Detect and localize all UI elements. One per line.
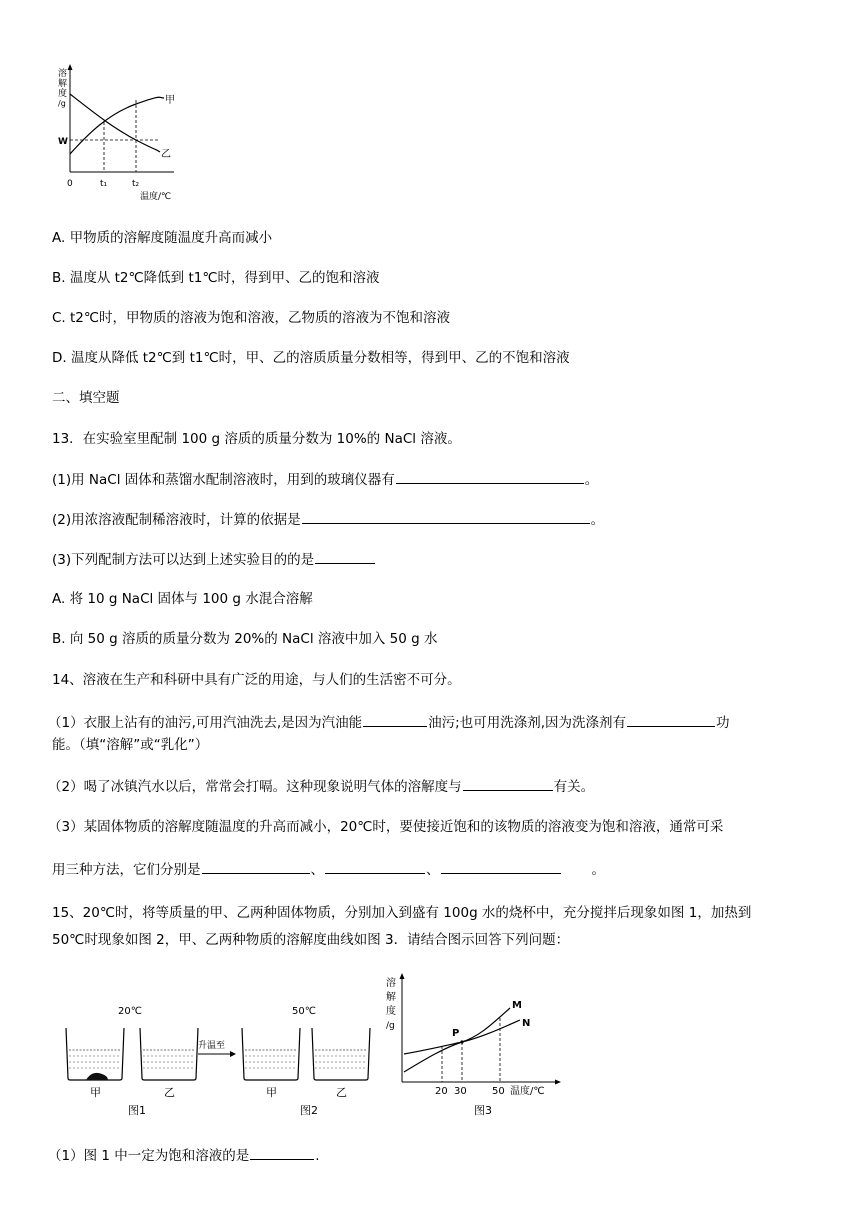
beaker-jia-50 (242, 1028, 300, 1080)
fig3-tick-30: 30 (454, 1086, 467, 1097)
fig1-label-jia: 甲 (90, 1086, 101, 1099)
q14-part-1-a: （1）衣服上沾有的油污,可用汽油洗去,是因为汽油能 (48, 715, 363, 731)
q15-stem-line1: 15、20℃时，将等质量的甲、乙两种固体物质，分别加入到盛有 100g 水的烧杯中，充分搅拌后现象如图 1，加热到 (52, 905, 752, 921)
fig3-tick-20: 20 (435, 1086, 448, 1097)
q14-part-1 (48, 712, 730, 733)
q13-blank-2[interactable] (302, 509, 590, 524)
graph1-y-label-3: 度 (58, 89, 68, 99)
q14-end: 。 (591, 862, 605, 878)
fig3-y-label-1: 溶 (386, 978, 396, 989)
q13-part-1 (52, 469, 598, 490)
q14-part-1-line2: 能。（填“溶解”或“乳化”） (52, 737, 209, 753)
q14-part-2 (48, 776, 594, 797)
fig3-y-label-3: 度 (386, 1006, 396, 1017)
q14-part-3-intro: 用三种方法，它们分别是 (52, 862, 201, 878)
graph1-w-label: W (58, 137, 68, 147)
fig2-caption: 图2 (300, 1104, 318, 1117)
fig3-y-label-2: 解 (386, 992, 396, 1003)
arrow-label: 升温至 (198, 1041, 226, 1051)
curve-yi (70, 94, 160, 152)
q15-part-1-end: . (315, 1148, 320, 1164)
q13-part-1-text: (1)用 NaCl 固体和蒸馏水配制溶液时，用到的玻璃仪器有 (52, 472, 395, 488)
q13-part-3-text: (3)下列配制方法可以达到上述实验目的的是 (52, 552, 315, 568)
q15-part-1-text: （1）图 1 中一定为饱和溶液的是 (48, 1148, 250, 1164)
q13-stem: 13．在实验室里配制 100 g 溶质的质量分数为 10%的 NaCl 溶液。 (52, 431, 461, 447)
fig3-point-p: P (452, 1028, 460, 1039)
graph1-origin: 0 (67, 179, 73, 189)
q14-blank-2[interactable] (627, 712, 715, 727)
graph1-t2: t₂ (132, 179, 140, 189)
fig1-temp: 20℃ (118, 1006, 142, 1017)
graph1-y-label-4: /g (58, 99, 66, 108)
q13-blank-1[interactable] (396, 469, 584, 484)
q14-part-3-line1: （3）某固体物质的溶解度随温度的升高而减小，20℃时，要使接近饱和的该物质的溶液变为饱和溶液，通常可采 (48, 819, 724, 835)
graph1-y-label-2: 解 (58, 79, 68, 89)
q14-blank-3[interactable] (463, 776, 553, 791)
q14-part-2-b: 有关。 (553, 779, 595, 795)
fig3-label-m: M (512, 1000, 522, 1011)
q14-blank-1[interactable] (363, 712, 427, 727)
graph1-t1: t₁ (100, 179, 108, 189)
fig3-y-label-4: /g (386, 1021, 395, 1031)
q13-part-2 (52, 509, 604, 530)
q13-option-b: B. 向 50 g 溶质的质量分数为 20%的 NaCl 溶液中加入 50 g 水 (52, 631, 438, 647)
fig3-caption: 图3 (474, 1104, 492, 1117)
solubility-graph-3 (382, 970, 566, 1098)
fig2-label-yi: 乙 (336, 1086, 347, 1099)
fig1-caption: 图1 (128, 1104, 146, 1117)
q14-blank-5[interactable] (325, 859, 425, 874)
beaker-figures (56, 1000, 376, 1104)
beaker-yi-20 (140, 1028, 198, 1080)
q14-stem: 14、溶液在生产和科研中具有广泛的用途，与人们的生活密不可分。 (52, 672, 461, 688)
q15-blank-1[interactable] (250, 1145, 314, 1160)
fig3-x-label: 温度/℃ (510, 1086, 545, 1097)
q14-blank-6[interactable] (441, 859, 561, 874)
beaker-yi-50 (312, 1028, 370, 1080)
q13-blank-3[interactable] (315, 549, 375, 564)
q14-part-1-b: 油污;也可用洗涤剂,因为洗涤剂有 (428, 715, 627, 731)
q12-option-c: C. t2℃时，甲物质的溶液为饱和溶液，乙物质的溶液为不饱和溶液 (52, 310, 451, 326)
graph1-y-label-1: 溶 (58, 69, 68, 79)
q12-option-d: D. 温度从降低 t2℃到 t1℃时，甲、乙的溶质质量分数相等，得到甲、乙的不饱和溶液 (52, 350, 570, 366)
solubility-graph-1 (48, 62, 188, 202)
q13-option-a: A. 将 10 g NaCl 固体与 100 g 水混合溶解 (52, 591, 313, 607)
graph1-series-jia: 甲 (165, 95, 175, 106)
section-title: 二、填空题 (52, 390, 120, 406)
curve-m (404, 1008, 510, 1072)
q14-sep-1: 、 (310, 862, 324, 878)
graph1-series-yi: 乙 (161, 149, 171, 160)
q14-sep-2: 、 (426, 862, 440, 878)
fig1-label-yi: 乙 (164, 1086, 175, 1099)
fig2-temp: 50℃ (292, 1006, 316, 1017)
q12-option-a: A. 甲物质的溶解度随温度升高而减小 (52, 230, 273, 246)
q14-blank-4[interactable] (202, 859, 310, 874)
q14-part-2-a: （2）喝了冰镇汽水以后，常常会打嗝。这种现象说明气体的溶解度与 (48, 779, 462, 795)
q13-part-2-end: 。 (590, 512, 605, 528)
beaker-jia-20 (66, 1028, 124, 1080)
q13-part-1-end: 。 (584, 472, 599, 488)
q14-part-1-c: 功 (716, 715, 730, 731)
graph1-x-label: 温度/℃ (140, 192, 172, 202)
q15-part-1 (48, 1145, 320, 1166)
q14-part-3-line2 (52, 859, 605, 880)
q12-option-b: B. 温度从 t2℃降低到 t1℃时，得到甲、乙的饱和溶液 (52, 270, 380, 286)
q13-part-2-text: (2)用浓溶液配制稀溶液时，计算的依据是 (52, 512, 301, 528)
fig2-label-jia: 甲 (266, 1086, 277, 1099)
fig3-label-n: N (522, 1018, 531, 1029)
q13-part-3 (52, 549, 376, 570)
fig3-tick-50: 50 (492, 1086, 505, 1097)
q15-stem-line2: 50℃时现象如图 2，甲、乙两种物质的溶解度曲线如图 3．请结合图示回答下列问题： (52, 932, 570, 948)
undissolved-solid (86, 1073, 108, 1080)
